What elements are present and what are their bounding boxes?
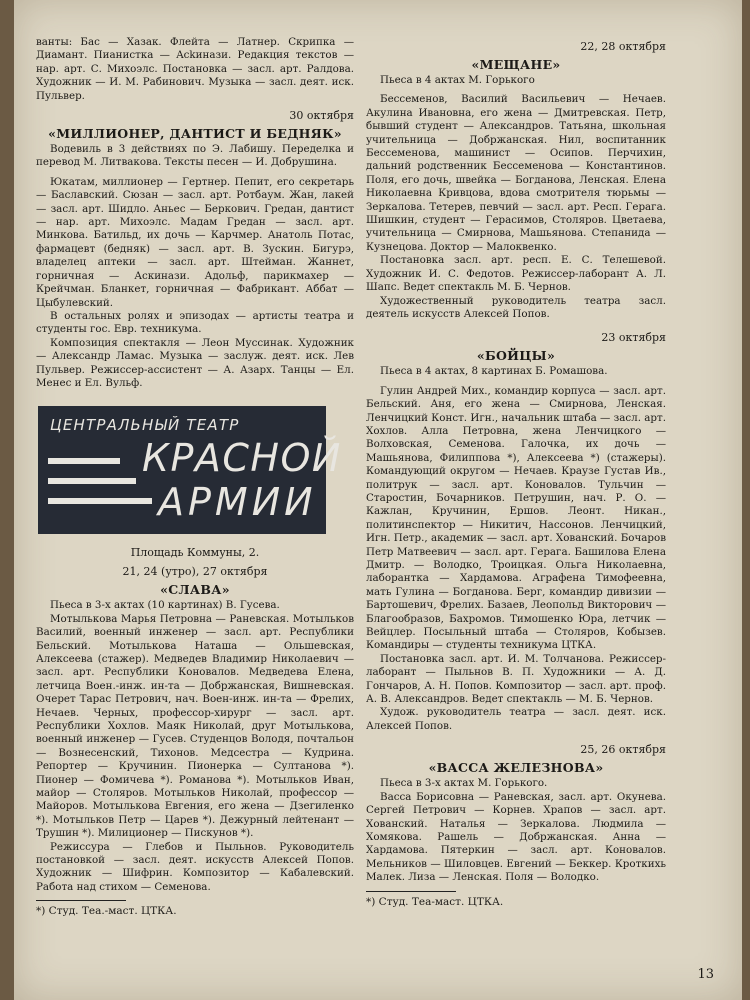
page-number: 13 [697, 967, 714, 982]
play3-director: Художественный руководитель театра засл. деятель искусств Алексей Попов. [366, 294, 666, 320]
play5-subtitle: Пьеса в 3-х актах М. Горького. [380, 777, 548, 790]
banner-line1: ЦЕНТРАЛЬНЫЙ ТЕАТР [50, 416, 240, 435]
play5-cast: Васса Борисовна — Раневская, засл. арт. Окунева. Сергей Петрович — Корнев. Храпов — засл. арт. Хованский. Наталья — Зеркалова. Людмила — Хомякова. Рашель — Добржанская. Анна — Хардамова. Пятеркин — засл. арт. Коновалов. Мельников — Шиловцев. Евгений — Беккер. Кроткихь Малек. Лиза — Ленская. Поля — Володко. [366, 790, 666, 884]
banner-line3: АРМИИ [158, 480, 317, 525]
theatre-banner [38, 406, 342, 534]
play4-title: «БОЙЦЫ» [476, 348, 556, 364]
play2-date: 21, 24 (утро), 27 октября [122, 565, 268, 579]
play1-cast: Юкатам, миллионер — Гертнер. Пепит, его секретарь — Баславский. Сюзан — засл. арт. Ротбаум. Жан, лакей — засл. арт. Шидло. Аньес — Беркович. Гредан, дантист — нар. арт. Михоэлс. Мадам Гредан — засл. арт. Минкова. Батильд, их дочь — Карчмер. Анатоль Потас, фармацевт (бедняк) — засл. арт. В. Зускин. Бигурэ, владелец аптеки — засл. арт. Штейман. Жаннет, горничная — Аскинази. Адольф, парикмахер — Крейчман. Бланкет, горничная — Фабрикант. Аббат — Цыбулевский. [36, 175, 354, 309]
play4-subtitle: Пьеса в 4 актах, 8 картинах Б. Ромашова. [380, 365, 608, 378]
play4-cast: Гулин Андрей Мих., командир корпуса — засл. арт. Бельский. Аня, его жена — Смирнова, Ленская. Ленчицкий Конст. Игн., начальник штаба — засл. арт. Хохлов. Алла Петровна, жена Ленчицкого — Волховская, Семенова. Галочка, их дочь — Машьянова, Филиппова *), Алексеева *) (стажеры). Командующий округом — Нечаев. Краузе Густав Ив., политрук — засл. арт. Коновалов. Тульчин — Старостин, Бочарников. Петрушин, нач. Р. О. — Кажлан, Кручинин, Ершов. Леонт. Никан., политинспектор — Никитич, Нассонов. Ленчицкий, Игн. Петр., академик — засл. арт. Хованский. Бочаров Петр Матвеевич — засл. арт. Герага. Башилова Елена Дмитр. — Володко, Троицкая. Ольга Николаевна, лаборантка — Хардамова. Аграфена Тимофеевна, мать Гулина — Богданова. Берг, командир дивизии — Бартошевич, Фрелих. Базаев, Леопольд Викторович — Благообразов, Бахромов. Тимошенко Юра, летчик — Вейцлер. Посыльный штаба — Столяров, Кобызев. Командиры — студенты техникума ЦТКА. [366, 384, 666, 652]
play1-subtitle: Водевиль в 3 действиях по Э. Лабишу. Переделка и перевод М. Литвакова. Тексты песен — И. Добрушина. [36, 143, 354, 169]
play3-cast: Бессеменов, Василий Васильевич — Нечаев. Акулина Ивановна, его жена — Дмитревская. Петр, бывший студент — Александров. Татьяна, школьная учительница — Добржанская. Нил, воспитанник Бессеменова, машинист — Осипов. Перчихин, дальний родственник Бессеменова — Константинов. Поля, его дочь, швейка — Богданова, Ленская. Елена Николаевна Кривцова, вдова смотрителя тюрьмы — Зеркалова. Тетерев, певчий — засл. арт. Респ. Герага. Шишкин, студент — Герасимов, Столяров. Цветаева, учительница — Смирнова, Машьянова. Степанида — Кузнецова. Доктор — Малоквенко. [366, 93, 666, 253]
play1-extras: В остальных ролях и эпизодах — артисты театра и студенты гос. Евр. техникума. [36, 309, 354, 336]
play1-title: «МИЛЛИОНЕР, ДАНТИСТ И БЕДНЯК» [48, 126, 342, 142]
play4-credits: Постановка засл. арт. И. М. Толчанова. Режиссер-лаборант — Пыльнов В. П. Художники — А. Д. Гончаров, А. Н. Попов. Композитор — засл. арт. проф. А. В. Александров. Ведет спектакль — М. Б. Чернов. [366, 652, 666, 706]
play3-credits: Постановка засл. арт. респ. Е. С. Телешевой. Художник И. С. Федотов. Режиссер-лаборант А. Л. Шапс. Ведет спектакль М. Б. Чернов. [366, 254, 666, 294]
play3-title: «МЕЩАНЕ» [471, 57, 561, 72]
play2-credits: Режиссура — Глебов и Пыльнов. Руководитель постановкой — засл. деят. искусств Алексей Попов. Художник — Шифрин. Композитор — Кабалевский. Работа над стихом — Семенова. [36, 840, 354, 893]
play1-credits: Композиция спектакля — Леон Муссинак. Художник — Александр Ламас. Музыка — заслуж. деят. иск. Лев Пульвер. Режиссер-ассистент — А. Азарх. Танцы — Ел. Менес и Ел. Вульф. [36, 336, 354, 389]
play1-date: 30 октября [289, 109, 354, 123]
left-column [36, 0, 354, 919]
play3-date: 22, 28 октября [580, 40, 666, 53]
intro-credits: ванты: Бас — Хазак. Флейта — Латнер. Скрипка — Диамант. Пианистка — Ackинази. Редакция текстов — нар. арт. С. Михоэлс. Постановка — засл. арт. Ралдова. Художник — И. М. Рабинович. Музыка — засл. деят. иск. Пульвер. [36, 36, 354, 102]
banner-stripe [48, 458, 120, 464]
footnote-rule [36, 900, 126, 901]
banner-line2: КРАСНОЙ [142, 436, 342, 481]
play2-subtitle: Пьеса в 3-х актах (10 картинах) В. Гусева. [50, 599, 280, 612]
play5-title: «ВАССА ЖЕЛЕЗНОВА» [428, 760, 604, 776]
play3-subtitle: Пьеса в 4 актах М. Горького [380, 74, 535, 86]
banner-stripe [48, 498, 152, 504]
theatre-address: Площадь Коммуны, 2. [130, 546, 260, 560]
play4-director: Худож. руководитель театра — засл. деят. иск. Алексей Попов. [366, 706, 666, 732]
banner-stripe [48, 478, 136, 484]
play2-footnote: *) Студ. Теа.-маст. ЦТКА. [36, 905, 177, 918]
footnote-rule [366, 891, 456, 892]
play2-title: «СЛАВА» [160, 582, 230, 598]
play5-date: 25, 26 октября [580, 743, 666, 757]
right-column [366, 0, 666, 909]
play4-date: 23 октября [601, 331, 666, 345]
magazine-page [14, 0, 742, 1000]
play2-cast: Мотылькова Марья Петровна — Раневская. Мотыльков Василий, военный инженер — засл. арт. Республики Бельский. Мотылькова Наташа — Ольшевская, Алексеева (стажер). Медведев Владимир Николаевич — засл. арт. Республики Коновалов. Медведева Елена, летчица Воен.-инж. ин-та — Добржанская, Вишневская. Очерет Тарас Петрович, нач. Воен-инж. ин-та — Фрелих, Нечаев. Черных, профессор-хирург — засл. арт. Республики Хохлов. Маяк Николай, друг Мотылькова, военный инженер — Гусев. Студенцов Володя, почтальон — Вознесенский, Тихонов. Медсестра — Кудрина. Репортер — Кручинин. Пионерка — Султанова *). Пионер — Фомичева *). Романова *). Мотыльков Иван, майор — Столяров. Мотыльков Николай, профессор — Майоров. Мотылькова Евгения, его жена — Дзегиленко *). Мотыльков Петр — Царев *). Дежурный лейтенант — Трушин *). Милиционер — Пискунов *). [36, 612, 354, 840]
play5-footnote: *) Студ. Теа-маст. ЦТКА. [366, 895, 504, 908]
